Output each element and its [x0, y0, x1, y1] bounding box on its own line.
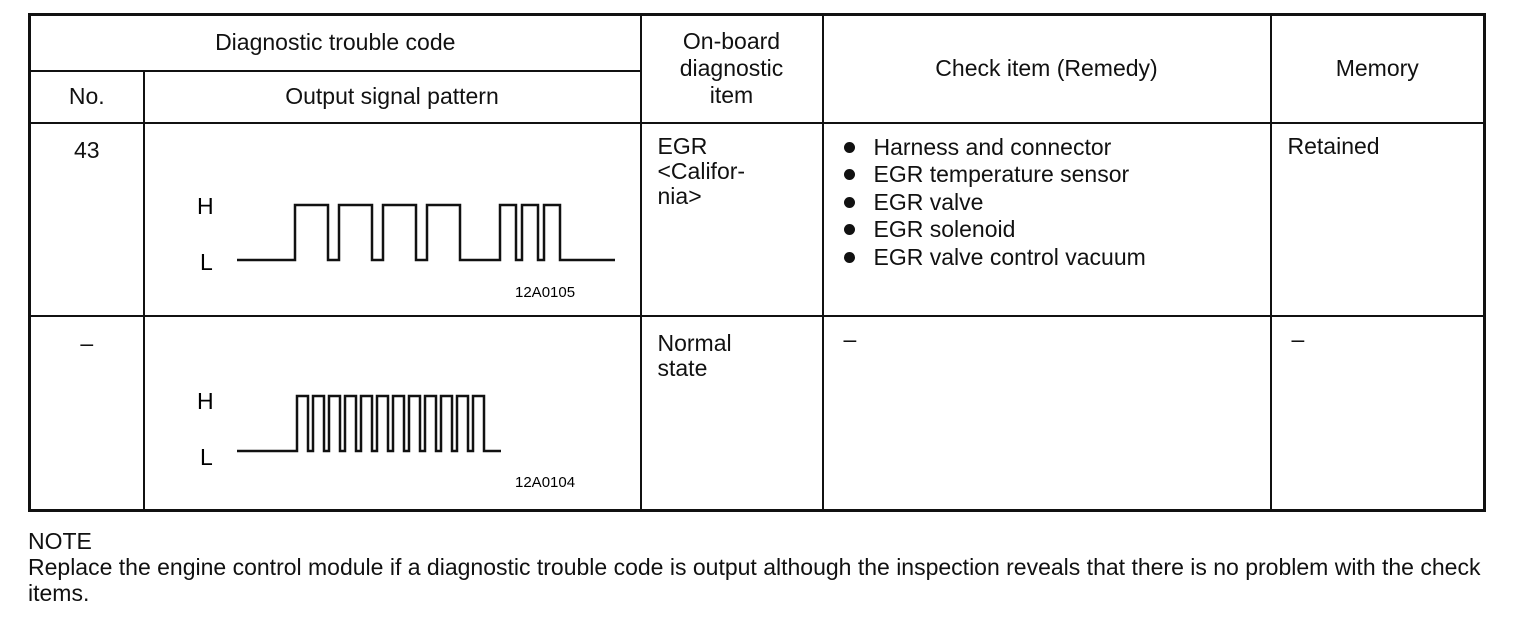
list-item	[840, 216, 1270, 244]
figure-id: 12A0105	[514, 283, 575, 301]
header-no: No.	[30, 71, 144, 123]
obd-item-line1: Normal	[657, 330, 732, 357]
signal-low-label: L	[199, 444, 213, 471]
list-item	[840, 134, 1270, 162]
check-item-text: Harness and connector	[873, 133, 1112, 160]
table-row	[30, 123, 1485, 316]
signal-pattern-diagram	[145, 317, 642, 511]
memory-value: –	[1271, 316, 1485, 510]
note-title: NOTE	[28, 528, 92, 554]
bullet-icon	[844, 224, 855, 235]
signal-pattern-diagram	[145, 124, 642, 317]
table-row	[30, 316, 1485, 510]
code-number: 43	[30, 123, 144, 316]
bullet-icon	[844, 169, 855, 180]
signal-pattern-cell	[144, 316, 641, 510]
header-output-signal-pattern: Output signal pattern	[144, 71, 641, 123]
header-obd-line3: item	[709, 82, 754, 109]
check-item-list	[840, 134, 1270, 272]
obd-item	[641, 316, 823, 510]
bullet-icon	[844, 142, 855, 153]
signal-high-label: H	[196, 192, 214, 219]
obd-item-line1: EGR	[657, 132, 708, 159]
signal-high-label: H	[196, 388, 214, 415]
code-number: –	[30, 316, 144, 510]
list-item	[840, 161, 1270, 189]
header-diagnostic-trouble-code: Diagnostic trouble code	[30, 15, 641, 71]
check-item-text: EGR valve	[873, 188, 984, 215]
header-check-item: Check item (Remedy)	[823, 15, 1271, 123]
check-item-text: EGR valve control vacuum	[873, 243, 1146, 270]
diagnostic-code-table	[28, 13, 1486, 512]
check-items	[823, 123, 1271, 316]
header-on-board-diagnostic-item	[641, 15, 823, 123]
bullet-icon	[844, 252, 855, 263]
list-item	[840, 244, 1270, 272]
check-item-text: EGR temperature sensor	[873, 161, 1130, 188]
obd-item-line2: state	[657, 355, 708, 382]
list-item	[840, 189, 1270, 217]
header-memory: Memory	[1271, 15, 1485, 123]
obd-item	[641, 123, 823, 316]
signal-pattern-cell	[144, 123, 641, 316]
note-text: Replace the engine control module if a diagnostic trouble code is output although the inspection reveals that there is no problem with the check items.	[28, 554, 1481, 606]
bullet-icon	[844, 197, 855, 208]
header-obd-line1: On-board	[682, 28, 781, 55]
obd-item-line2: <Califor-	[657, 157, 746, 184]
obd-item-line3: nia>	[657, 182, 702, 209]
check-item-value: –	[823, 316, 1271, 510]
signal-low-label: L	[199, 248, 213, 275]
signal-waveform	[237, 205, 615, 260]
figure-id: 12A0104	[514, 474, 575, 492]
signal-waveform	[237, 396, 501, 451]
header-obd-line2: diagnostic	[679, 55, 784, 82]
check-item-text: EGR solenoid	[873, 216, 1016, 243]
note-section	[28, 528, 1498, 606]
memory-value: Retained	[1271, 123, 1485, 316]
